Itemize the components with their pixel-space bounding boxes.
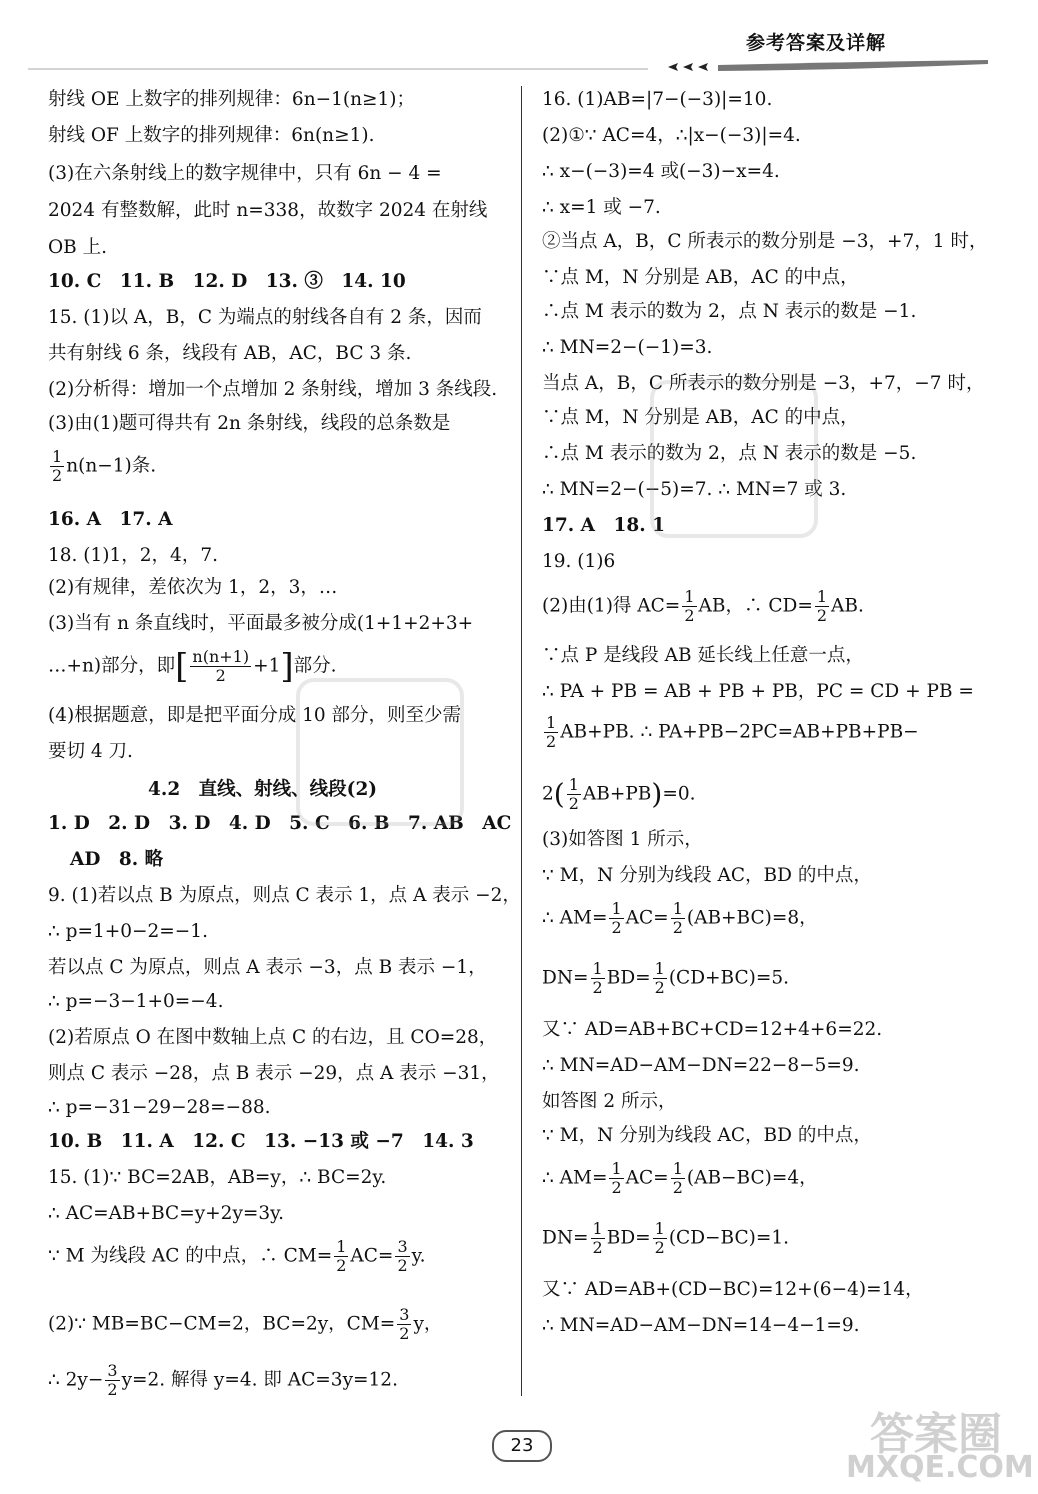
text-line: 15. (1)∵ BC=2AB，AB=y，∴ BC=2y. [48,1167,387,1188]
text-line: 要切 4 刀. [48,741,133,762]
fraction: $\frac{1}{2}$ [336,1237,347,1275]
formula-line: 2( $\frac{1}{2}$ AB+PB)=0. [542,775,696,813]
text-line: (3)如答图 1 所示， [542,829,703,850]
answer-line: 17. A 18. 1 [542,515,665,536]
formula-line: $\frac{1}{2}$ n(n−1)条. [52,447,157,485]
text-line: (2)分析得：增加一个点增加 2 条射线，增加 3 条线段. [48,379,498,400]
text-line: 共有射线 6 条，线段有 AB，AC，BC 3 条. [48,343,412,364]
text-line: (4)根据题意，即是把平面分成 10 部分，则至少需 [48,705,462,726]
text-line: ∴点 M 表示的数为 2，点 N 表示的数是 −1. [542,301,917,322]
fraction: $\frac{3}{2}$ [107,1361,118,1399]
text-line: 又∵ AD=AB+BC+CD=12+4+6=22. [542,1019,883,1040]
fraction: $\frac{1}{2}$ [684,587,695,625]
fraction: $\frac{1}{2}$ [816,587,828,625]
text-line: (2)有规律，差依次为 1，2，3，… [48,577,338,598]
answer-line: 16. A 17. A [48,509,173,530]
watermark-url: MXQE.COM [846,1450,1034,1485]
text-line: 当点 A，B，C 所表示的数分别是 −3，+7，−7 时， [542,373,985,394]
text-line: ∴ AC=AB+BC=y+2y=3y. [48,1203,285,1224]
answer-line: 10. B 11. A 12. C 13. −13 或 −7 14. 3 [48,1131,474,1152]
text-line: (2)①∵ AC=4，∴|x−(−3)|=4. [542,125,801,146]
formula-line: ∴ AM= $\frac{1}{2}$ AC= $\frac{1}{2}$ (AB+BC)=8， [542,899,818,937]
watermark-stamp [650,380,818,538]
text-line: ∵点 M，N 分别是 AB，AC 的中点， [542,407,859,428]
text-line: ②当点 A，B，C 所表示的数分别是 −3，+7，1 时， [542,231,988,252]
fraction: $\frac{1}{2}$ [611,899,622,937]
formula-line: …+n)部分，即[ $\frac{n(n+1)}{2}$ +1]部分. [48,646,337,687]
answer-line: 1. D 2. D 3. D 4. D 5. C 6. B 7. AB AC [48,813,512,834]
text-line: ∴ p=1+0−2=−1. [48,921,208,942]
fraction: $\frac{1}{2}$ [654,1219,665,1257]
text-line: 若以点 C 为原点，则点 A 表示 −3，点 B 表示 −1， [48,957,487,978]
formula-line: ∴ 2y− $\frac{3}{2}$ y=2. 解得 y=4. 即 AC=3y=12. [48,1361,398,1399]
formula-line: ∴ AM= $\frac{1}{2}$ AC= $\frac{1}{2}$ (AB−BC)=4， [542,1159,818,1197]
fraction: $\frac{1}{2}$ [672,1159,683,1197]
fraction: $\frac{n(n+1)}{2}$ [192,647,250,685]
fraction: $\frac{3}{2}$ [397,1237,408,1275]
text-line: 19. (1)6 [542,551,616,572]
text-line: ∴ MN=AD−AM−DN=14−4−1=9. [542,1315,860,1336]
watermark-logo: 答案圈 [870,1409,1002,1460]
text-line: (3)由(1)题可得共有 2n 条射线，线段的总条数是 [48,413,451,434]
fraction: $\frac{1}{2}$ [546,713,557,751]
formula-line: (2)∵ MB=BC−CM=2，BC=2y，CM= $\frac{3}{2}$ y， [48,1305,443,1343]
text-line: (2)若原点 O 在图中数轴上点 C 的右边，且 CO=28， [48,1027,498,1048]
formula-line: DN= $\frac{1}{2}$ BD= $\frac{1}{2}$ (CD−BC)=1. [542,1219,790,1257]
text-line: 18. (1)1，2，4，7. [48,545,218,566]
text-line: 16. (1)AB=|7−(−3)|=10. [542,89,773,110]
text-line: ∴ MN=2−(−5)=7. ∴ MN=7 或 3. [542,479,847,500]
fraction: $\frac{1}{2}$ [611,1159,622,1197]
formula-line: DN= $\frac{1}{2}$ BD= $\frac{1}{2}$ (CD+BC)=5. [542,959,790,997]
formula-line: (2)由(1)得 AC= $\frac{1}{2}$ AB，∴ CD= $\frac{1}{2}$ AB. [542,587,864,625]
formula-line: ∵ M 为线段 AC 的中点，∴ CM= $\frac{1}{2}$ AC= $\frac{3}{2}$ y. [48,1237,426,1275]
text-line: 15. (1)以 A，B，C 为端点的射线各自有 2 条，因而 [48,307,482,328]
fraction: $\frac{1}{2}$ [654,959,665,997]
text-line: ∴ MN=AD−AM−DN=22−8−5=9. [542,1055,860,1076]
text-line: 2024 有整数解，此时 n=338，故数字 2024 在射线 [48,200,488,221]
text-line: ∵点 P 是线段 AB 延长线上任意一点， [542,645,864,666]
text-line: 又∵ AD=AB+(CD−BC)=12+(6−4)=14， [542,1279,924,1300]
text-line: ∵ M，N 分别为线段 AC，BD 的中点， [542,1125,872,1146]
formula-line: $\frac{1}{2}$ AB+PB. ∴ PA+PB−2PC=AB+PB+PB− [546,713,919,751]
text-line: ∵点 M，N 分别是 AB，AC 的中点， [542,267,859,288]
fraction: $\frac{1}{2}$ [672,899,683,937]
text-line: 如答图 2 所示， [542,1091,677,1112]
text-line: ∴ MN=2−(−1)=3. [542,337,713,358]
column-divider [521,86,522,1396]
answer-line: AD 8. 略 [70,849,164,870]
fraction: $\frac{1}{2}$ [52,447,63,485]
watermark-stamp [296,678,464,826]
text-line: ∴点 M 表示的数为 2，点 N 表示的数是 −5. [542,443,917,464]
text-line: ∴ x−(−3)=4 或(−3)−x=4. [542,161,780,182]
text-line: ∴ x=1 或 −7. [542,197,661,218]
fraction: $\frac{1}{2}$ [592,959,603,997]
text-line: ∴ p=−31−29−28=−88. [48,1097,271,1118]
text-line: (3)当有 n 条直线时，平面最多被分成(1+1+2+3+ [48,613,474,634]
section-title: 4.2 直线、射线、线段(2) [148,779,378,800]
text-line: ∵ M，N 分别为线段 AC，BD 的中点， [542,865,872,886]
text-line: 9. (1)若以点 B 为原点，则点 C 表示 1，点 A 表示 −2， [48,885,521,906]
text-line: (3)在六条射线上的数字规律中，只有 6n − 4 = [48,163,442,184]
page-number: 23 [492,1430,552,1462]
fraction: $\frac{1}{2}$ [592,1219,603,1257]
text-line: 射线 OF 上数字的排列规律：6n(n≥1). [48,125,375,146]
text-line: ∴ PA + PB = AB + PB + PB，PC = CD + PB = [542,681,974,702]
answer-line: 10. C 11. B 12. D 13. ③ 14. 10 [48,271,406,292]
header-title: 参考答案及详解 [745,32,886,54]
fraction: $\frac{3}{2}$ [399,1305,410,1343]
text-line: OB 上. [48,237,108,258]
fraction: $\frac{1}{2}$ [568,775,579,813]
header-decoration [28,60,988,74]
text-line: 则点 C 表示 −28，点 B 表示 −29，点 A 表示 −31， [48,1063,500,1084]
text-line: 射线 OE 上数字的排列规律：6n−1(n≥1)； [48,89,416,110]
text-line: ∴ p=−3−1+0=−4. [48,991,224,1012]
